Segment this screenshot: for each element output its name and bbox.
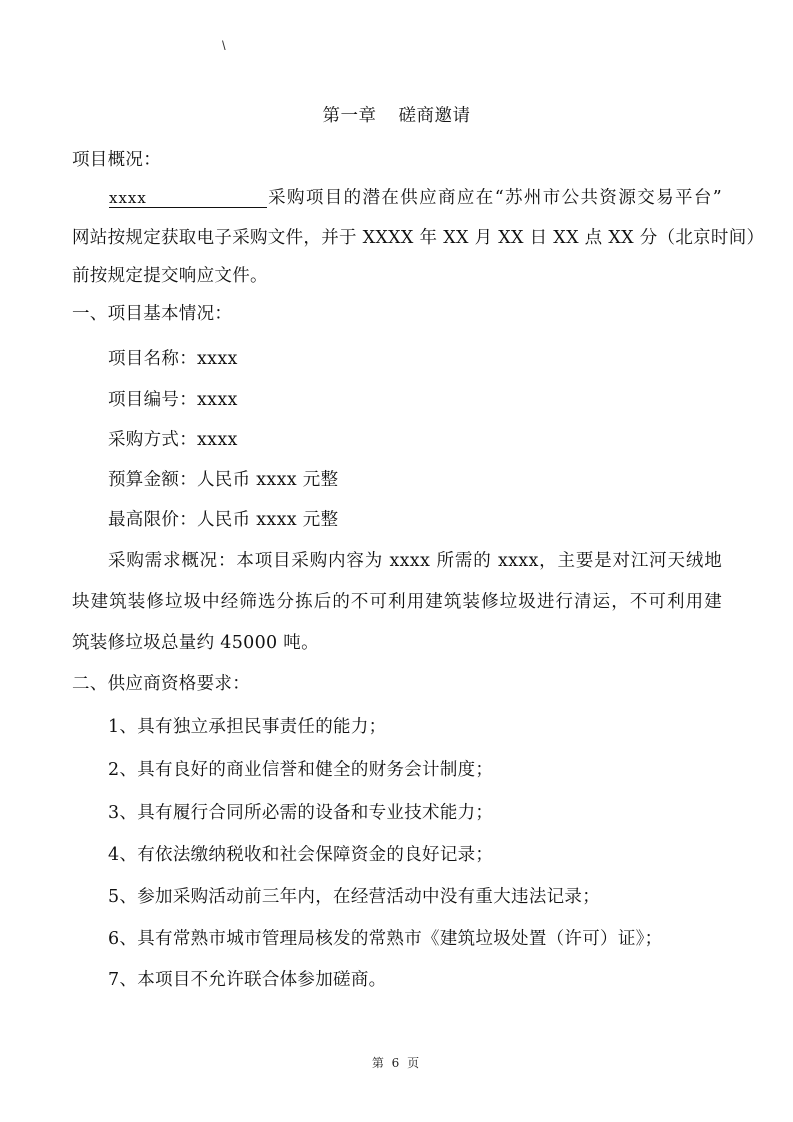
overview-paragraph-line-2: 网站按规定获取电子采购文件，并于 XXXX 年 XX 月 XX 日 XX 点 XX 分（北京时间） (72, 228, 765, 248)
field-max-price (108, 508, 724, 532)
qualification-item-4: 4、有依法缴纳税收和社会保障资金的良好记录； (108, 845, 494, 865)
field-label: 最高限价： (108, 510, 197, 530)
field-value: 人民币 xxxx 元整 (197, 470, 339, 490)
field-label: 项目编号： (108, 390, 197, 410)
page-number-footer: 第 6 页 (371, 1056, 422, 1070)
chapter-title (0, 104, 793, 128)
overview-line1-text: 采购项目的潜在供应商应在“苏州市公共资源交易平台” (267, 188, 722, 208)
qualification-item-2: 2、具有良好的商业信誉和健全的财务会计制度； (108, 760, 494, 780)
qualification-item-7: 7、本项目不允许联合体参加磋商。 (108, 970, 387, 990)
chapter-name: 磋商邀请 (398, 106, 471, 126)
requirement-summary-line-3: 筑装修垃圾总量约 45000 吨。 (72, 633, 319, 653)
field-procurement-method (108, 428, 724, 452)
field-value: xxxx (197, 430, 238, 450)
field-label: 采购方式： (108, 430, 197, 450)
field-label: 项目名称： (108, 349, 197, 369)
field-value: 人民币 xxxx 元整 (197, 510, 339, 530)
field-label: 预算金额： (108, 470, 197, 490)
section1-heading: 一、项目基本情况： (72, 304, 233, 324)
overview-paragraph-line-3: 前按规定提交响应文件。 (72, 266, 268, 286)
field-project-number (108, 388, 724, 412)
qualification-item-5: 5、参加采购活动前三年内，在经营活动中没有重大违法记录； (108, 887, 601, 907)
field-value: xxxx (197, 349, 238, 369)
overview-paragraph-line-1 (109, 186, 722, 210)
qualification-item-6: 6、具有常熟市城市管理局核发的常熟市《建筑垃圾处置（许可）证》； (108, 929, 663, 949)
requirement-summary-line-1: 采购需求概况：本项目采购内容为 xxxx 所需的 xxxx，主要是对江河天绒地 (108, 551, 722, 571)
qualification-item-3: 3、具有履行合同所必需的设备和专业技术能力； (108, 803, 494, 823)
qualification-item-1: 1、具有独立承担民事责任的能力； (108, 717, 387, 737)
field-budget-amount (108, 468, 724, 492)
overview-heading: 项目概况： (72, 150, 161, 170)
chapter-number: 第一章 (322, 106, 377, 126)
field-value: xxxx (197, 390, 238, 410)
field-project-name (108, 347, 724, 371)
section2-heading: 二、供应商资格要求： (72, 674, 250, 694)
project-name-blank: xxxx (109, 189, 267, 208)
requirement-summary-line-2: 块建筑装修垃圾中经筛选分拣后的不可利用建筑装修垃圾进行清运，不可利用建 (72, 592, 722, 612)
stray-backslash-mark: \ (222, 38, 226, 53)
